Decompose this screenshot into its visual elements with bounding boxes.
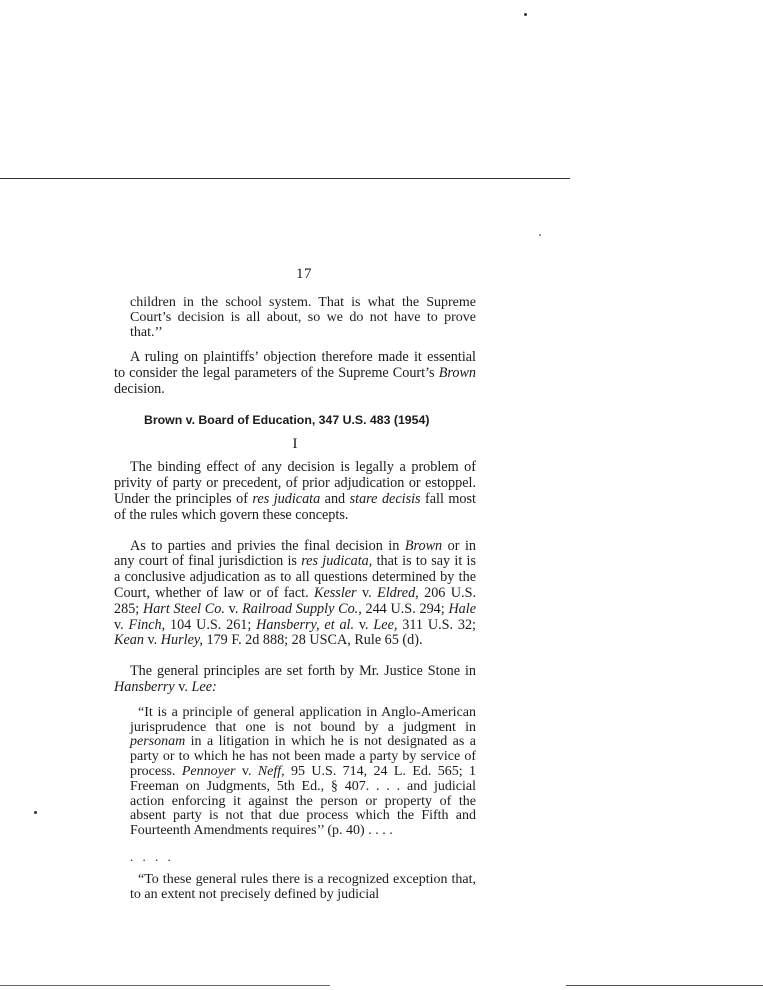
- italic-run: Hale: [448, 600, 477, 617]
- text-run: 179 F. 2d 888; 28 USCA, Rule 65 (d).: [202, 632, 423, 649]
- scan-speck: [539, 234, 541, 236]
- paragraph: [114, 460, 476, 523]
- quote-continuation: children in the school system. That is what the Supreme Court’s decision is all about, so we do not have to prove that.’’: [130, 295, 476, 340]
- page-number: 17: [296, 266, 312, 282]
- italic-run: Railroad Supply Co.,: [242, 600, 362, 617]
- italic-run: res judicata,: [301, 553, 373, 570]
- scan-speck: [524, 13, 527, 16]
- page-edge-line: [0, 178, 570, 179]
- block-quote: [130, 706, 476, 839]
- italic-run: Hurley,: [160, 632, 203, 649]
- italic-run: stare decisis: [349, 490, 421, 507]
- text-run: decision.: [114, 380, 165, 397]
- text-run: in a litigation in which he is not designated as a party or to which he has not been made a party by service of process.: [130, 734, 476, 779]
- text-run: v.: [356, 584, 378, 601]
- page-bottom-edge-left: [0, 985, 330, 986]
- text-run: The general principles are set forth by Mr. Justice Stone in: [130, 663, 476, 680]
- ellipsis: . . . .: [130, 848, 174, 864]
- section-numeral: I: [292, 435, 298, 452]
- italic-run: personam: [130, 734, 186, 750]
- italic-run: Kean: [114, 632, 144, 649]
- text-run: 244 U.S. 294;: [361, 600, 449, 617]
- italic-run: Hansberry: [114, 678, 175, 695]
- text-run: that is to say it is a conclusive adjudication as to all questions determined by the Court, whether of law or of fact.: [114, 553, 477, 601]
- italic-run: Lee,: [373, 616, 398, 633]
- text-run: v.: [174, 678, 192, 695]
- text-run: fall most of the rules which govern these concepts.: [114, 490, 476, 523]
- text-run: 311 U.S. 32;: [397, 616, 477, 633]
- italic-run: Hansberry, et al.: [256, 616, 355, 633]
- italic-run: Lee:: [191, 678, 217, 695]
- text-run: v.: [354, 616, 374, 633]
- text-run: v.: [224, 600, 243, 617]
- italic-run: res judicata: [252, 490, 321, 507]
- case-heading: Brown v. Board of Education, 347 U.S. 483 (1954): [144, 412, 430, 427]
- paragraph: [114, 539, 476, 650]
- italic-run: Eldred,: [377, 584, 419, 601]
- text-run: As to parties and privies the final decision in: [130, 537, 405, 554]
- text-run: “It is a principle of general application in Anglo-American jurisprudence that one is not bound by a judgment in: [130, 704, 476, 735]
- italic-run: Pennoyer: [181, 763, 236, 779]
- text-run: and: [320, 490, 350, 507]
- text-run: 104 U.S. 261;: [165, 616, 257, 633]
- page-bottom-edge-right: [566, 985, 763, 986]
- paragraph: [114, 664, 476, 696]
- paragraph: [114, 350, 476, 397]
- italic-run: Neff,: [257, 763, 285, 779]
- italic-run: Brown: [404, 537, 443, 554]
- text-run: A ruling on plaintiffs’ objection therefore made it essential to consider the legal parameters of the Supreme Court’s: [114, 349, 476, 382]
- text-run: The binding effect of any decision is legally a problem of privity of party or precedent, of prior adjudication or estoppel. Under the principles of: [114, 459, 476, 507]
- text-run: v.: [235, 763, 258, 779]
- italic-run: Kessler: [314, 584, 357, 601]
- body-text: [114, 296, 476, 912]
- scan-speck: [34, 811, 37, 814]
- italic-run: Hart Steel Co.: [142, 600, 225, 617]
- text-run: 206 U.S. 285;: [114, 584, 477, 617]
- italic-run: Finch,: [128, 616, 166, 633]
- text-run: v.: [143, 632, 161, 649]
- italic-run: Brown: [438, 365, 476, 382]
- text-run: v.: [114, 616, 129, 633]
- block-quote: “To these general rules there is a recognized exception that, to an extent not precisely defined by judicial: [130, 871, 476, 902]
- text-run: 95 U.S. 714, 24 L. Ed. 565; 1 Freeman on Judgments, 5th Ed., § 407. . . . and judicial action enforcing it against the person or property of the absent party is not that due process which the Fifth and Fourteenth Amendments requires’’ (p. 40) . . . .: [130, 763, 476, 839]
- text-run: or in any court of final jurisdiction is: [114, 537, 476, 570]
